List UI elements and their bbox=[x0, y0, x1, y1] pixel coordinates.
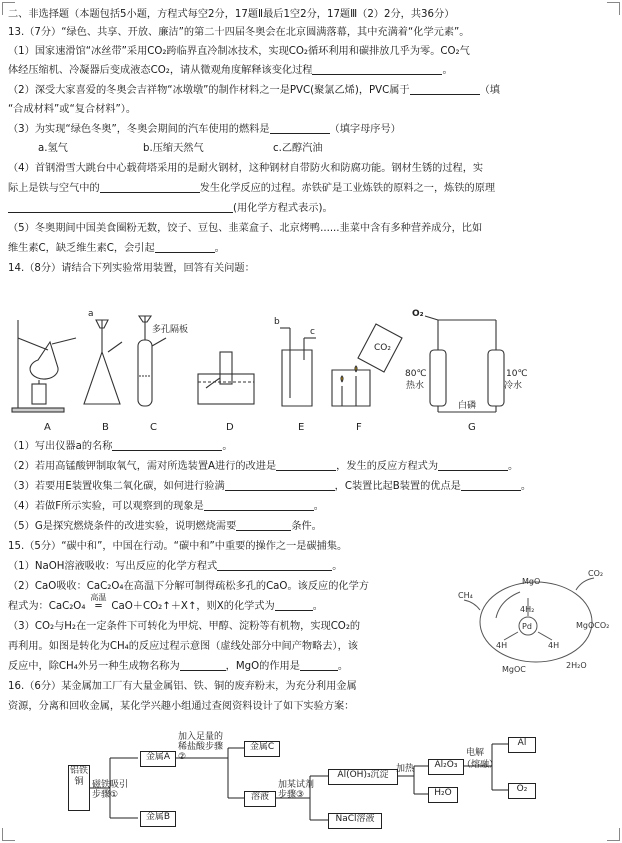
q14-l3: （3）若要用E装置收集二氧化碳，如何进行验满 ，C装置比起B装置的优点是 。 bbox=[8, 481, 532, 492]
q16-title-b: 资源，分离和回收金属，某化学兴趣小组通过查阅资料设计了如下实验方案： bbox=[8, 701, 355, 712]
cycle-pd: Pd bbox=[522, 622, 532, 631]
q16-title-a: 16.（6分）某金属加工厂有大量金属铝、铁、铜的废弃粉末，为充分利用金属 bbox=[8, 681, 357, 692]
fig-label-a-lower: a bbox=[88, 309, 94, 319]
fig-o2-label: O₂ bbox=[412, 309, 424, 319]
text: 程式为：CaC₂O₄ bbox=[8, 601, 86, 612]
answer-blank[interactable] bbox=[236, 520, 291, 531]
q13-l5a: （5）冬奥期间中国美食圈粉无数，饺子、豆包、韭菜盒子、北京烤鸭......韭菜中含有多种营养成分，比如 bbox=[8, 223, 483, 234]
answer-blank[interactable] bbox=[461, 480, 521, 491]
cycle-h2: 4H₂ bbox=[520, 605, 535, 614]
text: （1）NaOH溶液吸收：写出反应的化学方程式 bbox=[8, 561, 218, 572]
q13-options bbox=[8, 142, 614, 155]
cycle-h-right: 4H bbox=[548, 641, 560, 650]
fig-label-b: B bbox=[102, 422, 109, 433]
answer-blank[interactable] bbox=[100, 182, 200, 193]
q14-l4: （4）若做F所示实验，可以观察到的现象是 。 bbox=[8, 501, 324, 512]
cycle-co2: CO₂ bbox=[588, 569, 604, 578]
q13-title: 13.（7分）“绿色、共享、开放、廉洁”的第二十四届冬奥会在北京圆满落幕，其中充满着“化学元素”。 bbox=[8, 27, 470, 38]
fig-cold-water: 冷水 bbox=[504, 381, 523, 391]
flow-al: Al bbox=[508, 737, 536, 753]
cycle-h2o: 2H₂O bbox=[566, 661, 587, 670]
fig-label-b-lower: b bbox=[274, 317, 280, 327]
answer-blank[interactable] bbox=[275, 600, 313, 611]
text: （填字母序号） bbox=[329, 124, 401, 135]
text: ，发生的反应方程式为 bbox=[336, 461, 439, 472]
q13-l5b: 维生素C，缺乏维生素C，会引起 。 bbox=[8, 243, 225, 254]
flow-h2o: H₂O bbox=[428, 787, 458, 803]
flow-o2: O₂ bbox=[508, 783, 536, 799]
answer-blank[interactable] bbox=[112, 440, 222, 451]
cycle-mgoc: MgOC bbox=[502, 665, 526, 674]
text: ，C装置比起B装置的优点是 bbox=[334, 481, 461, 492]
q14-l5 bbox=[8, 520, 614, 533]
text: （填 bbox=[479, 85, 500, 96]
q15-l3c: 反应中，除CH₄外另一种生成物名称为 ，MgO的作用是 。 bbox=[8, 661, 349, 672]
q15-title: 15.（5分）“碳中和”，中国在行动。“碳中和”中重要的操作之一是碳捕集。 bbox=[8, 541, 348, 552]
fig-label-g: G bbox=[468, 422, 476, 433]
text: （3）若要用E装置收集二氧化碳，如何进行验满 bbox=[8, 481, 225, 492]
section-header: 二、非选择题（本题包括5小题，方程式每空2分，17题Ⅱ最后1空2分，17题Ⅲ（2）2分，共36分） bbox=[8, 9, 455, 20]
condition-text: 高温 bbox=[90, 593, 107, 602]
text: (用化学方程式表示)。 bbox=[233, 203, 333, 214]
text: 体经压缩机、冷凝器后变成液态CO₂，请从微观角度解释该变化过程 bbox=[8, 65, 313, 76]
text: 际上是铁与空气中的 bbox=[8, 183, 100, 194]
text: 维生素C，缺乏维生素C，会引起 bbox=[8, 243, 155, 254]
fig-label-a: A bbox=[44, 422, 51, 433]
answer-blank[interactable] bbox=[438, 460, 508, 471]
answer-blank[interactable] bbox=[8, 202, 233, 213]
q15-l3b: 再利用。如图是转化为CH₄的反应过程示意图（虚线处部分中间产物略去），该 bbox=[8, 641, 358, 652]
text: 发生化学反应的过程。赤铁矿是工业炼铁的原料之一，炼铁的原理 bbox=[199, 183, 496, 194]
answer-blank[interactable] bbox=[204, 500, 314, 511]
fig-label-e: E bbox=[298, 422, 305, 433]
answer-blank[interactable] bbox=[410, 84, 480, 95]
fig-label-c: C bbox=[150, 422, 157, 433]
condition: 高温 ═ bbox=[85, 600, 111, 613]
q15-l1: （1）NaOH溶液吸收：写出反应的化学方程式 。 bbox=[8, 561, 343, 572]
reaction-cycle-figure bbox=[456, 568, 616, 676]
q15-l2b: 程式为：CaC₂O₄ 高温 ═ CaO＋CO₂↑＋X↑，则X的化学式为 。 bbox=[8, 593, 323, 612]
q13-l2b: “合成材料”或“复合材料”）。 bbox=[8, 104, 137, 115]
q14-l2: （2）若用高锰酸钾制取氧气，需对所选装置A进行的改进是 ，发生的反应方程式为 。 bbox=[8, 461, 519, 472]
q13-l1a: （1）国家速滑馆“冰丝带”采用CO₂跨临界直冷制冰技术，实现CO₂循环利用和碳排放几乎为零。CO₂气 bbox=[8, 46, 470, 57]
cycle-h-left: 4H bbox=[496, 641, 508, 650]
text: （1）写出仪器a的名称 bbox=[8, 441, 113, 452]
text: （5）G是探究燃烧条件的改进实验，说明燃烧需要 bbox=[8, 521, 237, 532]
answer-blank[interactable] bbox=[155, 242, 215, 253]
fig-co2-label: CO₂ bbox=[374, 343, 391, 353]
q15-l2a: （2）CaO吸收：CaC₂O₄在高温下分解可制得疏松多孔的CaO。该反应的化学方 bbox=[8, 581, 369, 592]
fig-label-f: F bbox=[356, 422, 362, 433]
flow-metal-b: 金属B bbox=[140, 811, 176, 827]
fig-label-d: D bbox=[226, 422, 234, 433]
text: （2）若用高锰酸钾制取氧气，需对所选装置A进行的改进是 bbox=[8, 461, 277, 472]
cycle-mgo: MgO bbox=[522, 577, 541, 586]
flow-step1: 磁铁吸引步骤① bbox=[92, 780, 129, 800]
fig-label-c-lower: c bbox=[310, 327, 315, 337]
fig-hot-water: 热水 bbox=[406, 381, 425, 391]
apparatus-figure bbox=[10, 280, 528, 435]
cycle-mgoco2: MgOCO₂ bbox=[576, 621, 610, 630]
q13-l2a bbox=[8, 84, 614, 97]
q13-l4b bbox=[8, 182, 614, 195]
text: （4）若做F所示实验，可以观察到的现象是 bbox=[8, 501, 204, 512]
text: （2）深受大家喜爱的冬奥会吉祥物“冰墩墩”的制作材料之一是PVC(聚氯乙烯)，PVC属于 bbox=[8, 85, 410, 96]
text: CaO＋CO₂↑＋X↑，则X的化学式为 bbox=[111, 601, 275, 612]
text: 反应中，除CH₄外另一种生成物名称为 bbox=[8, 661, 180, 672]
flow-nacl: NaCl溶液 bbox=[328, 813, 382, 829]
q14-title: 14.（8分）请结合下列实验常用装置，回答有关问题： bbox=[8, 263, 255, 274]
flow-electrolysis: 电解 bbox=[466, 748, 485, 758]
flow-molten: （熔融） bbox=[462, 760, 499, 770]
q13-l1b: 体经压缩机、冷凝器后变成液态CO₂，请从微观角度解释该变化过程 。 bbox=[8, 65, 453, 76]
flow-solution: 溶液 bbox=[244, 791, 276, 807]
answer-blank[interactable] bbox=[276, 460, 336, 471]
q14-l1: （1）写出仪器a的名称 。 bbox=[8, 441, 233, 452]
fig-hot-temp: 80℃ bbox=[405, 369, 427, 379]
q13-l4c bbox=[8, 202, 614, 215]
text: （3）为实现“绿色冬奥”，冬奥会期间的汽车使用的燃料是 bbox=[8, 124, 270, 135]
option-a: a.氢气 bbox=[38, 143, 68, 154]
flow-reagent: 加某试剂步骤③ bbox=[278, 780, 315, 800]
flow-metal-a: 金属A bbox=[140, 751, 176, 767]
fig-cold-temp: 10℃ bbox=[506, 369, 528, 379]
fig-phosphorus: 白磷 bbox=[458, 401, 477, 411]
cycle-ch4: CH₄ bbox=[458, 591, 473, 600]
flow-heat: 加热 bbox=[396, 764, 415, 774]
text: ，MgO的作用是 bbox=[225, 661, 300, 672]
option-b: b.压缩天然气 bbox=[143, 143, 204, 154]
answer-blank[interactable] bbox=[217, 560, 332, 571]
answer-blank[interactable] bbox=[225, 480, 335, 491]
flow-al2o3: Al₂O₃ bbox=[428, 759, 464, 775]
flow-metal-c: 金属C bbox=[244, 741, 280, 757]
q15-l3a: （3）CO₂与H₂在一定条件下可转化为甲烷、甲醇、淀粉等有机物，实现CO₂的 bbox=[8, 621, 361, 632]
flow-source: 铝铁铜 bbox=[68, 765, 90, 811]
q13-l4a: （4）首钢滑雪大跳台中心载荷塔采用的是耐火钢材，这种钢材自带防火和防腐功能。钢材生锈的过程，实 bbox=[8, 163, 484, 174]
q13-l3a bbox=[8, 123, 614, 136]
flow-acid: 加入足量的稀盐酸步骤② bbox=[178, 732, 224, 762]
answer-blank[interactable] bbox=[180, 660, 226, 671]
answer-blank[interactable] bbox=[312, 64, 442, 75]
fig-plate-label: 多孔隔板 bbox=[152, 325, 189, 335]
text: 条件。 bbox=[291, 521, 322, 532]
flow-aloh3: Al(OH)₃沉淀 bbox=[328, 769, 398, 785]
answer-blank[interactable] bbox=[270, 123, 330, 134]
option-c: c.乙醇汽油 bbox=[273, 143, 323, 154]
answer-blank[interactable] bbox=[300, 660, 338, 671]
